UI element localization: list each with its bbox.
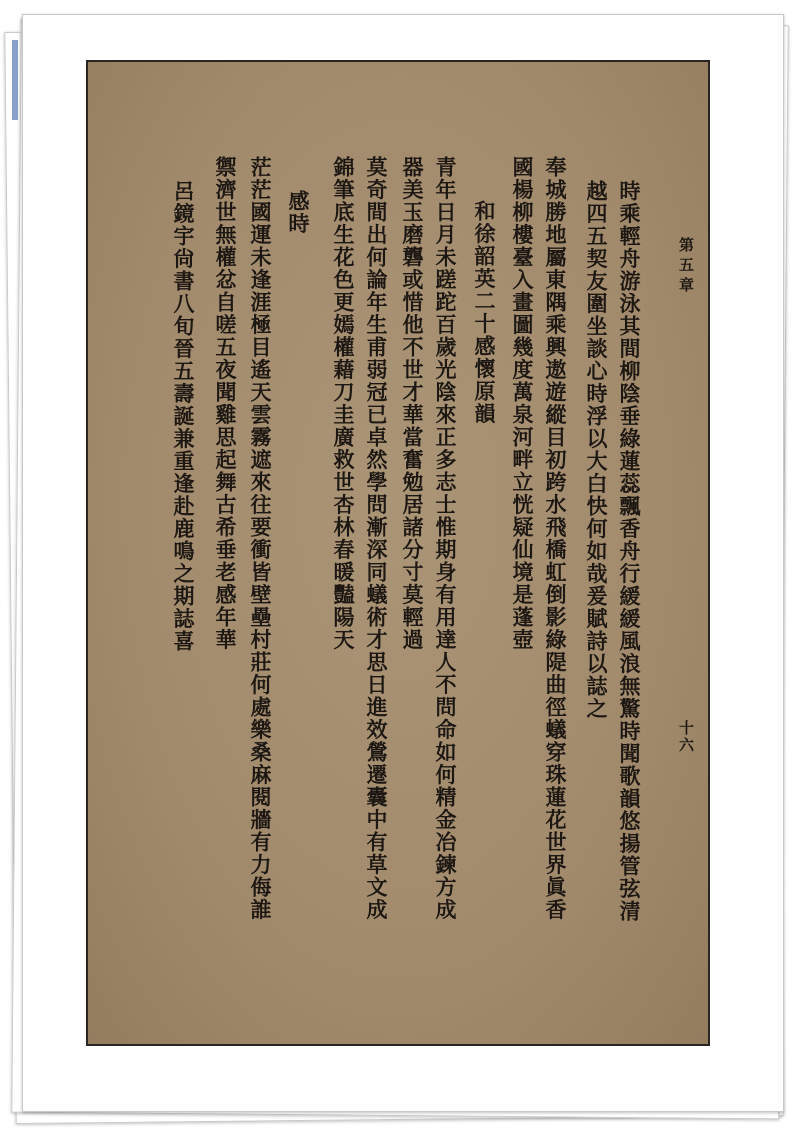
text-column: 禦濟世無權忿自嗟五夜聞雞思起舞古希垂老感年華 bbox=[213, 156, 238, 651]
poem-title: 感時 bbox=[286, 190, 311, 235]
text-column: 器美玉磨礱或惜他不世才華當奮勉居諸分寸莫輕過 bbox=[400, 156, 425, 651]
sheet-edge bbox=[12, 40, 18, 120]
text-column: 青年日月未蹉跎百歲光陰來正多志士惟期身有用達人不問命如何精金冶鍊方成 bbox=[433, 156, 458, 921]
text-column: 國楊柳樓臺入畫圖幾度萬泉河畔立恍疑仙境是蓬壺 bbox=[510, 156, 535, 651]
chapter-header: 第五章 bbox=[677, 237, 695, 297]
text-column: 越四五契友圍坐談心時浮以大白快何如哉爰賦詩以誌之 bbox=[584, 180, 609, 720]
text-column: 莫奇間出何論年生甫弱冠已卓然學問漸深同蟻術才思日進效鶯遷囊中有草文成 bbox=[364, 156, 389, 921]
text-column: 錦筆底生花色更嫣權藉刀圭廣救世杏林春暖豔陽天 bbox=[331, 156, 356, 651]
scanned-page bbox=[86, 60, 710, 1046]
page-number: 十六 bbox=[677, 720, 695, 754]
text-column: 奉城勝地屬東隅乘興遨遊縱目初跨水飛橋虹倒影綠隄曲徑蟻穿珠蓮花世界眞香 bbox=[543, 156, 568, 921]
text-column: 茫茫國運未逢涯極目遙天雲霧遮來往要衝皆壁壘村莊何處樂桑麻閱牆有力侮誰 bbox=[248, 156, 273, 921]
text-column: 時乘輕舟游泳其間柳陰垂綠蓮蕊飄香舟行緩緩風浪無驚時聞歌韻悠揚管弦清 bbox=[617, 180, 642, 923]
text-column: 呂鏡宇尙書八旬晉五壽誕兼重逢赴鹿鳴之期誌喜 bbox=[171, 180, 196, 653]
poem-title: 和徐韶英二十感懷原韻 bbox=[472, 200, 497, 425]
